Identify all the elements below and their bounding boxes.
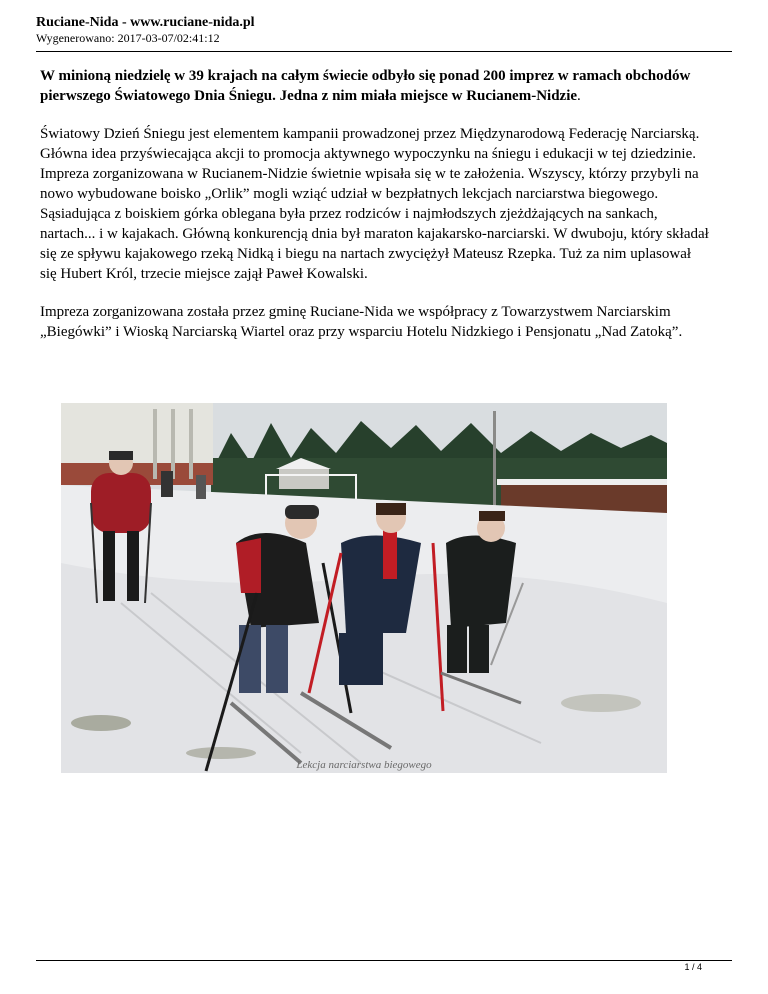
footer-divider <box>36 960 732 961</box>
article-paragraph-1: Światowy Dzień Śniegu jest elementem kampanii prowadzonej przez Międzynarodową Federację Narciarską. Główna idea przyświecająca akcji to promocja aktywnego wypoczynku na śniegu i edukacji w tej dziedzinie. Impreza zorganizowana w Rucianem-Nidzie świetnie wpisała się w te założenia. Wszyscy, którzy przybyli na nowo wybudowane boisko „Orlik” mogli wziąć udział w bezpłatnych lekcjach narciarstwa biegowego. Sąsiadująca z boiskiem górka oblegana była przez rodziców i najmłodszych zjeżdżających na sankach, nartach... i w kajakach. Główną konkurencją dnia był maraton kajakarsko-narciarski. W dwuboju, który składał się ze spływu kajakowego rzeką Nidką i biegu na nartach zwyciężył Mateusz Rzepka. Tuż za nim uplasował się Hubert Król, trzecie miejsce zajął Paweł Kowalski. <box>40 126 709 282</box>
header-divider <box>36 51 732 52</box>
article-photo <box>61 403 667 773</box>
article-paragraph-2: Impreza zorganizowana została przez gminę Ruciane-Nida we współpracy z Towarzystwem Narciarskim „Biegówki” i Wioską Narciarską Wiartel oraz przy wsparciu Hotelu Nidzkiego i Pensjonatu „Nad Zatoką”. <box>40 304 683 340</box>
site-title: Ruciane-Nida - www.ruciane-nida.pl <box>36 15 255 30</box>
article-lead <box>40 66 710 106</box>
photo-caption: Lekcja narciarstwa biegowego <box>296 759 432 771</box>
article-lead-text: W minioną niedzielę w 39 krajach na całym świecie odbyło się ponad 200 imprez w ramach obchodów pierwszego Światowego Dnia Śniegu. Jedna z nim miała miejsce w Rucianem-Nidzie <box>40 68 691 104</box>
generated-timestamp: Wygenerowano: 2017-03-07/02:41:12 <box>36 31 220 45</box>
page-header <box>36 14 732 46</box>
page-number: 1 / 4 <box>684 962 702 972</box>
article-lead-end: . <box>577 88 581 104</box>
article-body <box>40 66 710 360</box>
